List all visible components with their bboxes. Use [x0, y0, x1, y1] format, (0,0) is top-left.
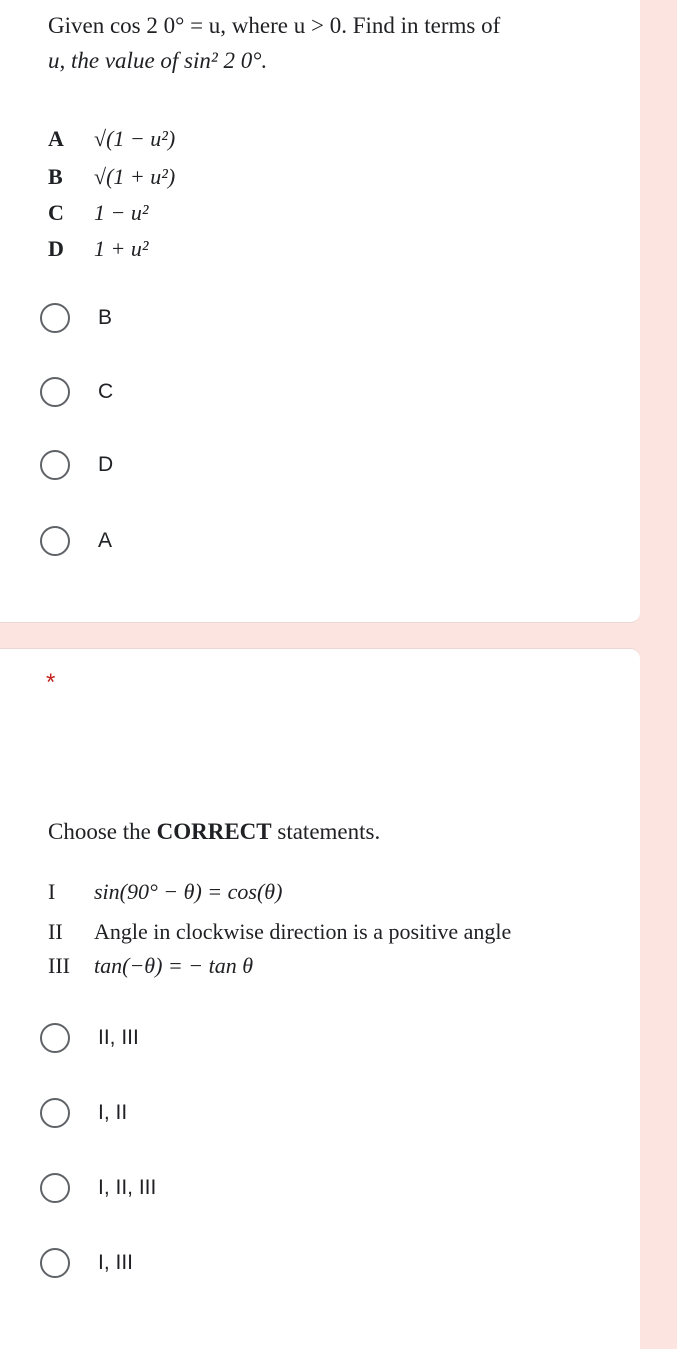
radio-option-d[interactable]: D: [40, 450, 113, 480]
radio-circle[interactable]: [40, 526, 70, 556]
radio-circle[interactable]: [40, 377, 70, 407]
choice-b: B √(1 + u²): [48, 164, 176, 189]
choice-d: D 1 + u²: [48, 236, 149, 261]
choice-a: A √(1 − u²): [48, 126, 176, 151]
radio-circle[interactable]: [40, 450, 70, 480]
statement-2: II Angle in clockwise direction is a positive angle: [48, 919, 512, 944]
question-card-2: [0, 648, 640, 1349]
radio-circle[interactable]: [40, 1023, 70, 1053]
choice-c: C 1 − u²: [48, 200, 149, 225]
radio-option-i-ii-iii[interactable]: I, II, III: [40, 1173, 156, 1203]
question-text-line-1: Given cos 2 0° = u, where u > 0. Find in terms of: [48, 13, 501, 38]
statement-3: III tan(−θ) = − tan θ: [48, 953, 254, 978]
question-prompt: Choose the CORRECT statements.: [48, 819, 381, 844]
radio-circle[interactable]: [40, 1098, 70, 1128]
radio-circle[interactable]: [40, 1173, 70, 1203]
radio-option-a[interactable]: A: [40, 526, 112, 556]
radio-option-c[interactable]: C: [40, 377, 113, 407]
radio-option-ii-iii[interactable]: II, III: [40, 1023, 139, 1053]
radio-option-b[interactable]: B: [40, 303, 112, 333]
radio-option-i-iii[interactable]: I, III: [40, 1248, 133, 1278]
statement-1: I sin(90° − θ) = cos(θ): [48, 879, 283, 904]
radio-option-i-ii[interactable]: I, II: [40, 1098, 127, 1128]
question-card-1: [0, 0, 640, 623]
required-asterisk: *: [46, 669, 56, 696]
radio-circle[interactable]: [40, 1248, 70, 1278]
question-text-line-2: u, the value of sin² 2 0°.: [48, 48, 268, 73]
radio-circle[interactable]: [40, 303, 70, 333]
